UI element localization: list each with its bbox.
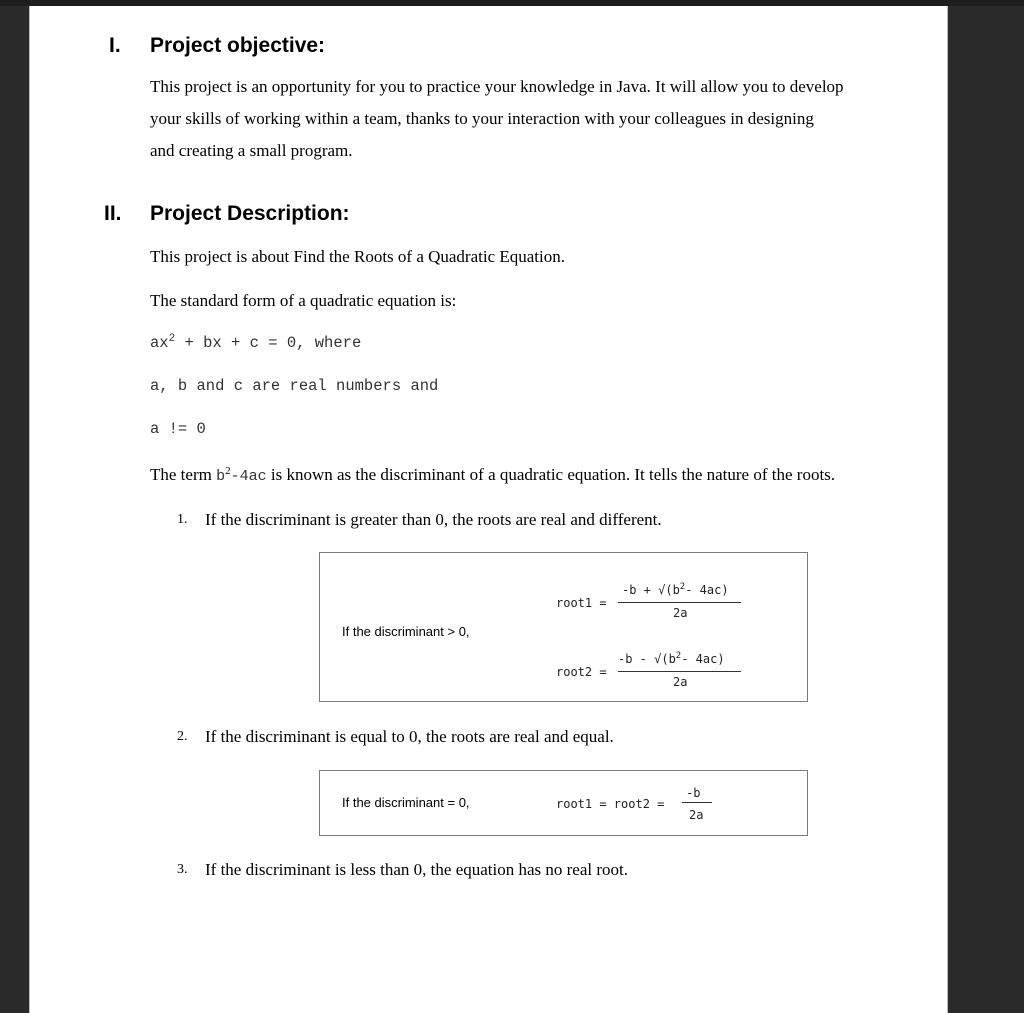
num-exponent: 2 <box>675 651 682 661</box>
eq-ax: ax <box>150 334 169 352</box>
root1-fraction-bar <box>618 602 741 603</box>
box-condition-label: If the discriminant = 0, <box>342 795 470 810</box>
term-b: b <box>216 468 226 485</box>
root1-numerator <box>622 583 729 597</box>
term-code: -4ac <box>230 468 267 485</box>
list-item-text: If the discriminant is less than 0, the equation has no real root. <box>205 860 629 879</box>
root2-numerator <box>618 652 725 666</box>
term-post: is known as the discriminant of a quadratic equation. It tells the nature of the roots. <box>266 465 836 484</box>
list-item-text: If the discriminant is equal to 0, the roots are real and equal. <box>205 727 614 746</box>
formula-box-positive <box>319 552 808 702</box>
root1-denominator: 2a <box>673 606 688 620</box>
document-page <box>29 6 948 1013</box>
equal-roots-numerator: -b <box>686 786 701 800</box>
num-part: - 4ac) <box>681 652 725 666</box>
equal-roots-fraction-bar <box>682 802 712 803</box>
num-exponent: 2 <box>679 582 686 592</box>
eq-rest: + bx + c = 0, where <box>175 334 362 352</box>
objective-line-3: and creating a small program. <box>150 141 353 160</box>
num-part: -b + √(b <box>622 583 680 597</box>
section-title: Project objective: <box>150 34 326 57</box>
list-item-number: 3. <box>177 862 188 877</box>
objective-line-1: This project is an opportunity for you to practice your knowledge in Java. It will allow you to develop <box>150 77 844 96</box>
term-exponent: 2 <box>225 465 231 477</box>
root1-label: root1 = <box>556 596 607 610</box>
num-part: - 4ac) <box>685 583 729 597</box>
equal-roots-label: root1 = root2 = <box>556 797 665 811</box>
list-item-number: 1. <box>177 512 188 527</box>
quadratic-equation <box>150 334 361 352</box>
root2-label: root2 = <box>556 665 607 679</box>
coefficients-line: a, b and c are real numbers and <box>150 377 439 395</box>
discriminant-term-line <box>150 465 835 485</box>
eq-exponent: 2 <box>168 333 176 345</box>
section-number: I. <box>109 34 121 57</box>
list-item-number: 2. <box>177 729 188 744</box>
equal-roots-denominator: 2a <box>689 808 704 822</box>
root2-fraction-bar <box>618 671 741 672</box>
num-part: -b - √(b <box>618 652 676 666</box>
term-pre: The term <box>150 465 217 484</box>
root2-denominator: 2a <box>673 675 688 689</box>
section-number: II. <box>104 202 122 225</box>
standard-form-label: The standard form of a quadratic equation is: <box>150 291 457 310</box>
section-title: Project Description: <box>150 202 350 225</box>
nonzero-condition: a != 0 <box>150 420 206 438</box>
formula-box-zero <box>319 770 808 836</box>
description-intro: This project is about Find the Roots of a Quadratic Equation. <box>150 247 566 266</box>
list-item-text: If the discriminant is greater than 0, the roots are real and different. <box>205 510 662 529</box>
objective-line-2: your skills of working within a team, thanks to your interaction with your colleagues in designing <box>150 109 814 128</box>
box-condition-label: If the discriminant > 0, <box>342 624 470 639</box>
